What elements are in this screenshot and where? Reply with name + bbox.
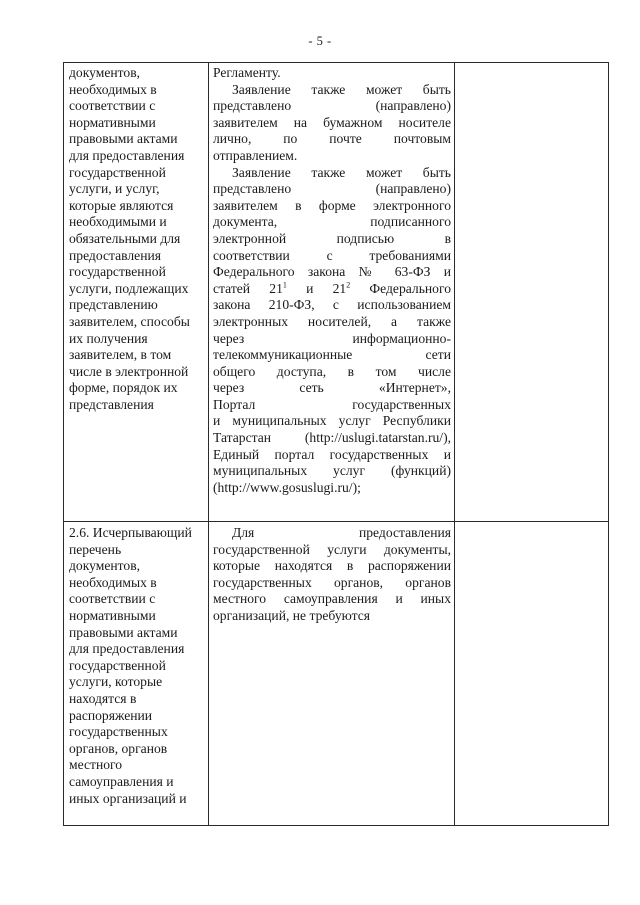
text-line: для предоставления xyxy=(69,641,185,657)
text-line: Единый портал государственных и xyxy=(213,446,451,462)
text-line: закона 210-ФЗ, с использованием xyxy=(213,297,451,313)
text-line: Заявление также может быть xyxy=(232,81,451,97)
row1-left-cell xyxy=(64,63,209,522)
text-line: Татарстан (http://uslugi.tatarstan.ru/), xyxy=(213,430,451,446)
text-fragment: Федерального xyxy=(350,280,452,296)
text-line: Регламенту. xyxy=(213,65,281,80)
text-line: заявителем в форме электронного xyxy=(213,197,451,213)
row1-requirement-title xyxy=(64,63,208,413)
text-line: местного xyxy=(69,757,123,773)
text-line: нормативными xyxy=(69,607,156,623)
text-line: государственных xyxy=(69,724,168,740)
superscript: 1 xyxy=(282,280,287,290)
text-line: электронной подписью в xyxy=(213,230,451,246)
text-line: электронных носителей, а также xyxy=(213,313,451,329)
text-line: правовыми актами xyxy=(69,624,178,640)
text-line-with-superscripts xyxy=(213,281,451,298)
text-line: государственной услуги документы, xyxy=(213,541,451,557)
text-line: которые являются xyxy=(69,197,174,213)
row1-middle-cell xyxy=(209,63,455,522)
text-line: общего доступа, в том числе xyxy=(213,363,451,379)
text-line: форме, порядок их xyxy=(69,380,178,396)
text-line: предоставления xyxy=(69,247,162,263)
text-line: местного самоуправления и иных xyxy=(213,591,451,607)
text-line: (http://www.gosuslugi.ru/); xyxy=(213,479,361,495)
text-fragment: статей 21 xyxy=(213,280,283,296)
table-row xyxy=(64,522,609,826)
page-number: - 5 - xyxy=(308,34,332,48)
text-line: Федерального закона № 63-ФЗ и xyxy=(213,264,451,280)
text-line: представлено (направлено) xyxy=(213,98,451,114)
text-fragment: и 21 xyxy=(286,280,347,296)
text-line: и муниципальных услуг Республики xyxy=(213,413,451,429)
row1-description xyxy=(209,63,454,496)
text-line: государственной xyxy=(69,164,166,180)
row2-left-cell xyxy=(64,522,209,826)
text-line: документов, xyxy=(69,65,141,80)
text-line: которые находятся в распоряжении xyxy=(213,558,451,574)
row2-right-cell xyxy=(455,522,609,826)
text-line: организаций, не требуются xyxy=(213,607,370,623)
row2-requirement-title xyxy=(64,522,208,807)
text-line: документа, подписанного xyxy=(213,214,451,230)
text-line: лично, по почте почтовым xyxy=(213,131,451,147)
text-line: услуги, которые xyxy=(69,674,163,690)
text-line: представления xyxy=(69,396,154,412)
text-line: государственной xyxy=(69,657,166,673)
text-line: документов, xyxy=(69,558,141,574)
text-line: услуги, подлежащих xyxy=(69,280,189,296)
text-line: для предоставления xyxy=(69,147,185,163)
text-line: самоуправления и xyxy=(69,773,174,789)
table-row xyxy=(64,63,609,522)
document-table xyxy=(63,62,609,826)
text-line: соответствии с требованиями xyxy=(213,247,451,263)
text-line: соответствии с xyxy=(69,98,156,114)
row2-description xyxy=(209,522,454,625)
text-line: услуги, и услуг, xyxy=(69,181,160,197)
text-line: телекоммуникационные сети xyxy=(213,347,451,363)
text-line: заявителем на бумажном носителе xyxy=(213,114,451,130)
text-line: муниципальных услуг (функций) xyxy=(213,463,451,479)
text-line: Для предоставления xyxy=(232,525,451,540)
text-line: заявителем, в том xyxy=(69,347,172,363)
text-line: 2.6. Исчерпывающий xyxy=(69,525,192,540)
text-line: числе в электронной xyxy=(69,363,189,379)
text-line: через сеть «Интернет», xyxy=(213,380,451,396)
text-line: через информационно- xyxy=(213,330,451,346)
text-line: необходимых в xyxy=(69,574,157,590)
text-line: Заявление также может быть xyxy=(232,164,451,180)
row2-middle-cell xyxy=(209,522,455,826)
text-line: отправлением. xyxy=(213,147,298,163)
text-line: заявителем, способы xyxy=(69,313,190,329)
text-line: государственной xyxy=(69,264,166,280)
text-line: их получения xyxy=(69,330,148,346)
text-line: находятся в xyxy=(69,690,137,706)
text-line: представлено (направлено) xyxy=(213,181,451,197)
text-line: иных организаций и xyxy=(69,790,187,806)
text-line: представлению xyxy=(69,297,158,313)
text-line: соответствии с xyxy=(69,591,156,607)
row1-right-cell xyxy=(455,63,609,522)
text-line: распоряжении xyxy=(69,707,153,723)
text-line: необходимыми и xyxy=(69,214,167,230)
text-line: правовыми актами xyxy=(69,131,178,147)
text-line: перечень xyxy=(69,541,122,557)
text-line: государственных органов, органов xyxy=(213,574,451,590)
text-line: нормативными xyxy=(69,114,156,130)
text-line: обязательными для xyxy=(69,230,181,246)
text-line: Портал государственных xyxy=(213,396,451,412)
text-line: органов, органов xyxy=(69,740,168,756)
superscript: 2 xyxy=(346,280,351,290)
text-line: необходимых в xyxy=(69,81,157,97)
